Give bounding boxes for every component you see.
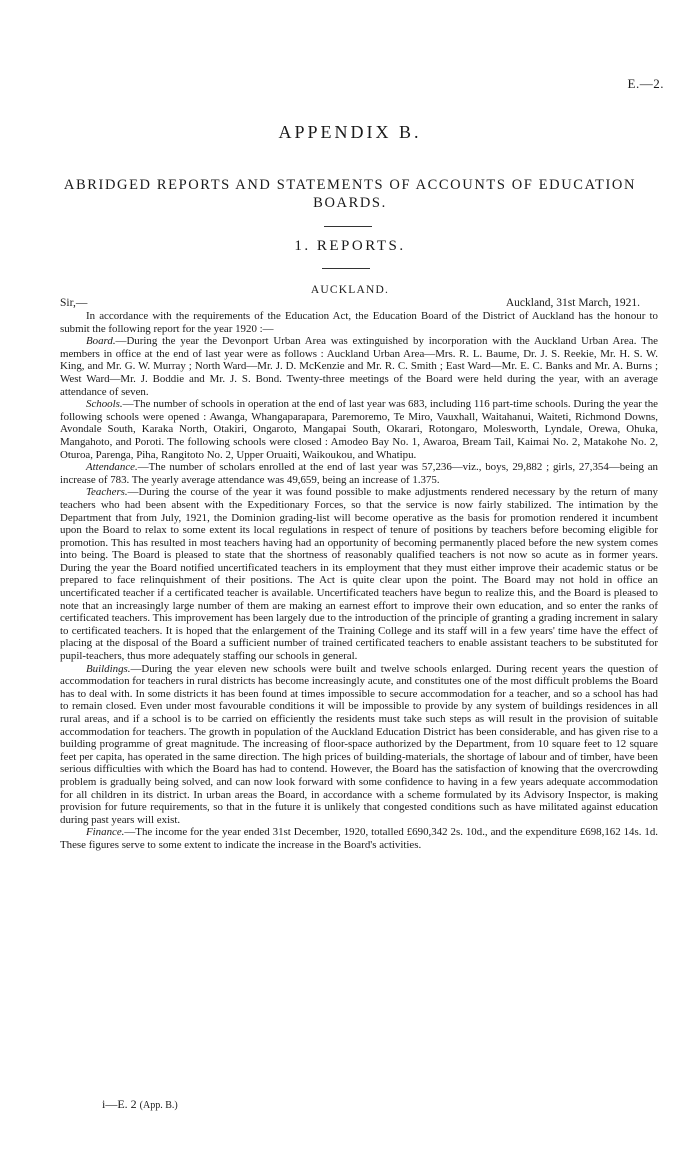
intro-paragraph: In accordance with the requirements of the Education Act, the Education Board of the District of Auckland has the honour to submit the following report for the year 1920 :— xyxy=(60,310,658,335)
paragraph-finance xyxy=(60,826,658,851)
paragraph-buildings xyxy=(60,663,658,827)
paragraph-text: —During the course of the year it was found possible to make adjustments rendered necessary by the return of many teachers who had been absent with the Expeditionary Forces, so that the service is now fairly stabilized. The intimation by the Department that from July, 1921, the Dominion grading-list will become operative as the basis for promotion rendered it incumbent upon the Board to relax to some extent its local regulations in respect of tenure of positions by teachers before becoming eligible for promotion. This has resulted in most teachers having had an opportunity of becoming permanently placed before the new system comes into being. The Board is pleased to state that the shortness of reasonably qualified teachers is not now so acute as in former years. During the year the Board notified uncertificated teachers in its employment that they must either improve their academic status or be prepared to face relinquishment of their positions. The Act is quite clear upon the point. The Board may not hold in office an uncertificated teacher if a certificated teacher is available. Uncertificated teachers have begun to realize this, and the Board is pleased to note that an increasingly large number of them are making an earnest effort to improve their own education, and so enter the ranks of certificated teachers. This improvement has been largely due to the introduction of the principle of granting a grading increment in salary to certificated teachers. It is hoped that the enlargement of the Training College and its staff will in a few years' time have the effect of placing at the disposal of the Board a sufficient number of trained certificated teachers to enable assistant teachers to be substituted for pupil-teachers, thus more adequately staffing our schools in general. xyxy=(60,486,658,663)
paragraph-board xyxy=(60,335,658,398)
paragraph-text: —The number of schools in operation at the end of last year was 683, including 116 part-time schools. During the year the following schools were opened : Awanga, Whangaparapara, Paremoremo, Te Miro, Vauxhall, Waitahanui, Waiteti, Richmond Downs, Avondale South, Karaka North, Otakiri, Ongaroto, Mangapai South, Okarari, Rotongaro, Molesworth, Lyndale, Orewa, Ohuka, Mangahoto, and Poroti. The following schools were closed : Amodeo Bay No. 1, Awaroa, Bream Tail, Kaimai No. 2, Matakohe No. 2, Oturoa, Parenga, Piha, Rangitoto No. 2, Upper Oruaiti, Waikoukou, and Whatipu. xyxy=(60,398,658,461)
section-title: 1. REPORTS. xyxy=(294,238,406,254)
report-body xyxy=(60,310,658,852)
page-footer xyxy=(102,1097,178,1112)
paragraph-teachers xyxy=(60,486,658,662)
page-reference: E.—2. xyxy=(627,76,664,91)
paragraph-heading: Schools. xyxy=(86,398,123,411)
paragraph-text: —During the year eleven new schools were built and twelve schools enlarged. During recent years the question of accommodation for teachers in rural districts has become increasingly acute, and constitutes one of the most difficult problems the Board has to deal with. In some districts it has been found at times impossible to secure accommodation for a teacher, and so a school has had to remain closed. Even under most favourable conditions it will be impossible to provide by any system of buildings residences in all rural areas, and if a school is to be carried on efficiently the residents must take such steps as will result in the provision of suitable accommodation for teachers. The growth in population of the Auckland Education District has been considerable, and has given rise to a building programme of great magnitude. The increasing of floor-space authorized by the Department, from 10 square feet to 12 square feet per capita, has operated in the same direction. The high prices of building-materials, the shortage of labour and of timber, have been serious difficulties with which the Board has had to contend. However, the Board has the satisfaction of knowing that the overcrowding problem is gradually being solved, and can now look forward with some confidence to having in a few years adequate accommodation for all children in its district. In urban areas the Board, in accordance with a scheme formulated by its Advisory Inspector, is making provision for future requirements, so that in the future it is unlikely that congested conditions such as have militated against education during past years will exist. xyxy=(60,662,658,826)
paragraph-text: —During the year the Devonport Urban Area was extinguished by incorporation with the Auckland Urban Area. The members in office at the end of last year were as follows : Auckland Urban Area—Mrs. R. L. Baume, Dr. J. S. Reekie, Mr. H. S. W. King, and Mr. G. W. Murray ; North Ward—Mr. J. D. McKenzie and Mr. R. C. Smith ; East Ward—Mr. E. C. Banks and Mr. A. Burns ; West Ward—Mr. J. Boddie and Mr. J. S. Bond. Twenty-three meetings of the Board were held during the year, with an average attendance of seven. xyxy=(60,335,658,398)
footer-appendix-note: (App. B.) xyxy=(139,1100,178,1111)
paragraph-attendance xyxy=(60,461,658,486)
title-divider xyxy=(324,226,372,227)
paragraph-heading: Teachers. xyxy=(86,486,128,499)
section-divider xyxy=(322,268,370,269)
date-line: Auckland, 31st March, 1921. xyxy=(505,297,640,309)
paragraph-heading: Finance. xyxy=(86,826,125,839)
paragraph-heading: Board. xyxy=(86,335,116,348)
paragraph-schools xyxy=(60,398,658,461)
appendix-title: APPENDIX B. xyxy=(278,122,422,142)
paragraph-heading: Attendance. xyxy=(86,461,138,474)
footer-signature: i—E. 2 xyxy=(102,1097,137,1111)
paragraph-text: —The income for the year ended 31st December, 1920, totalled £690,342 2s. 10d., and the expenditure £698,162 14s. 1d. These figures serve to some extent to indicate the increase in the Board's activities. xyxy=(60,826,658,851)
salutation: Sir,— xyxy=(60,297,88,309)
paragraph-heading: Buildings. xyxy=(86,662,131,675)
district-heading: AUCKLAND. xyxy=(310,284,390,296)
paragraph-text: —The number of scholars enrolled at the end of last year was 57,236—viz., boys, 29,882 ; girls, 27,354—being an increase of 783. The yearly average attendance was 49,659, being an increase of 1.375. xyxy=(60,461,658,486)
main-title: ABRIDGED REPORTS AND STATEMENTS OF ACCOUNTS OF EDUCATION BOARDS. xyxy=(63,177,637,211)
